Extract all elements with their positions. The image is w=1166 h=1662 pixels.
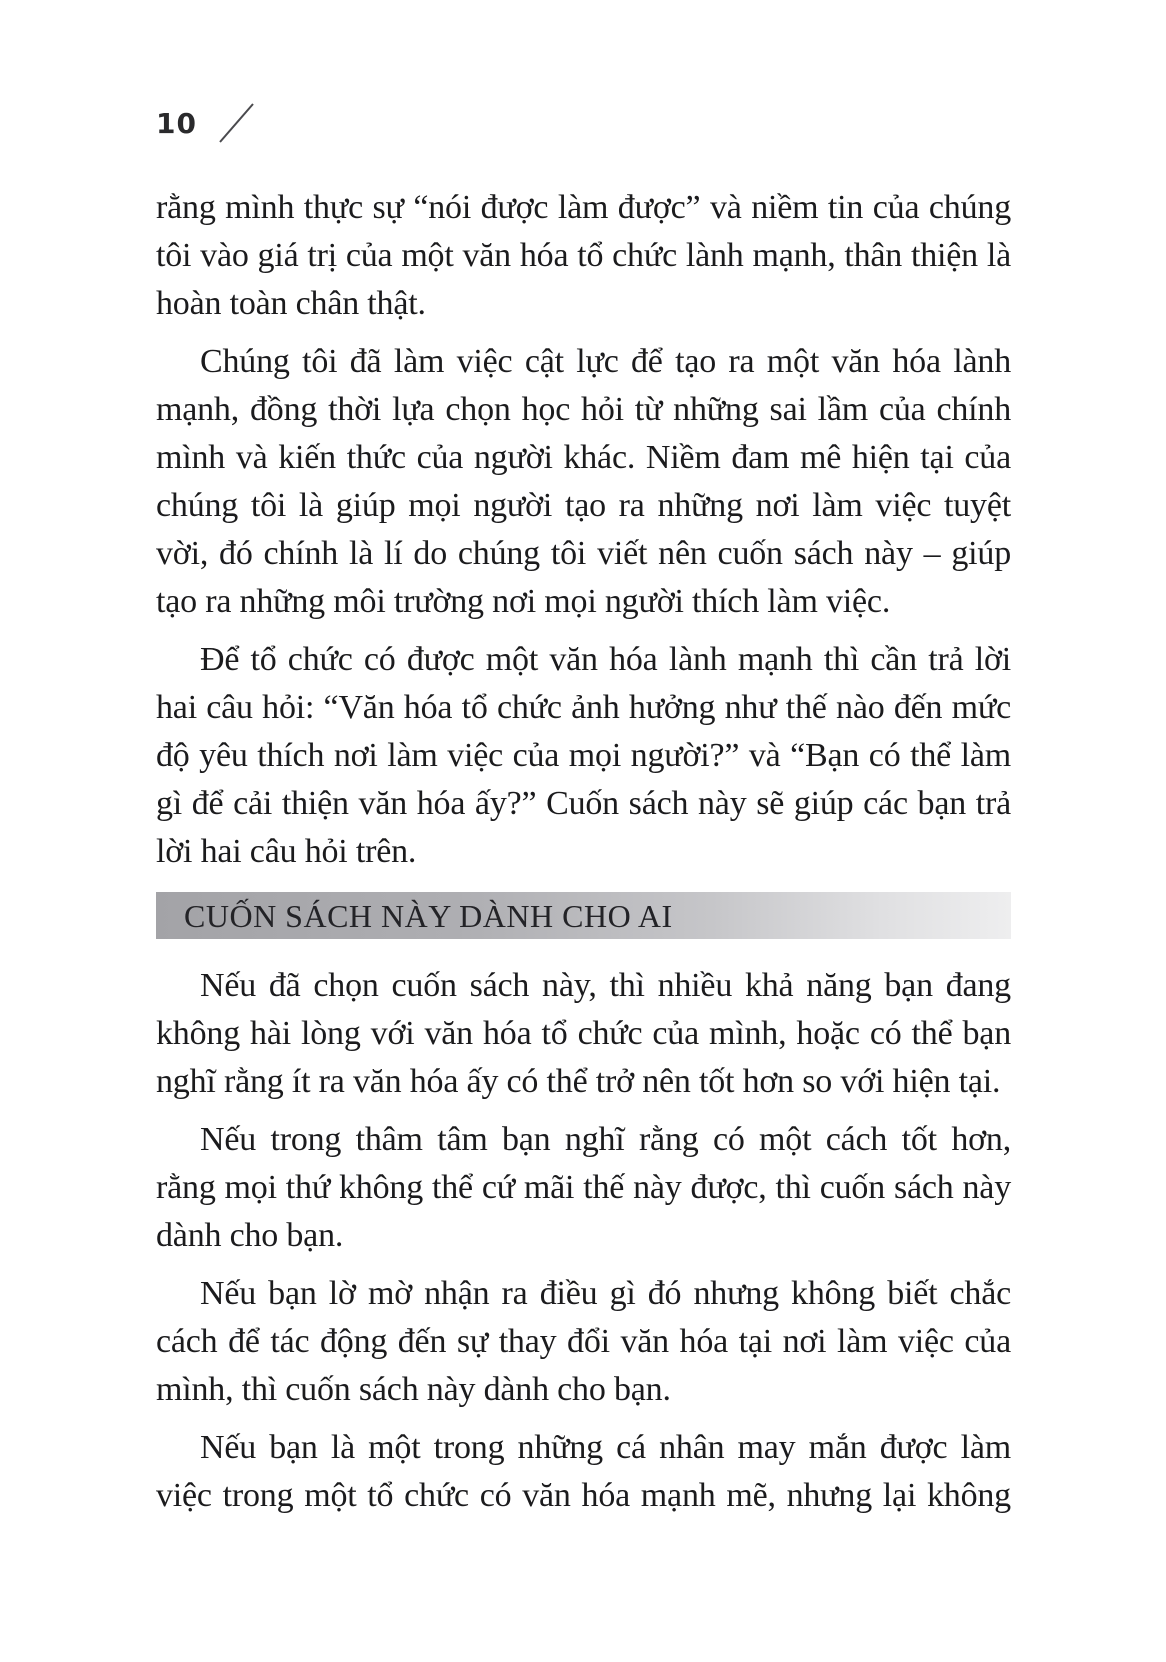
paragraph: rằng mình thực sự “nói được làm được” và niềm tin của chúng tôi vào giá trị của một văn hóa tổ chức lành mạnh, thân thiện là hoàn toàn chân thật.: [156, 189, 1011, 322]
page-number-slash-icon: [215, 100, 259, 146]
section-heading-bar: [156, 892, 1011, 939]
paragraph: Chúng tôi đã làm việc cật lực để tạo ra một văn hóa lành mạnh, đồng thời lựa chọn học hỏi từ những sai lầm của chính mình và kiến thức của người khác. Niềm đam mê hiện tại của chúng tôi là giúp mọi người tạo ra những nơi làm việc tuyệt vời, đó chính là lí do chúng tôi viết nên cuốn sách này – giúp tạo ra những môi trường nơi mọi người thích làm việc.: [156, 343, 1011, 620]
paragraph: Nếu bạn là một trong những cá nhân may mắn được làm việc trong một tổ chức có văn hóa mạnh mẽ, nhưng lại không: [156, 1429, 1011, 1514]
section-heading: CUỐN SÁCH NÀY DÀNH CHO AI: [184, 897, 673, 934]
paragraph: Nếu đã chọn cuốn sách này, thì nhiều khả năng bạn đang không hài lòng với văn hóa tổ chức của mình, hoặc có thể bạn nghĩ rằng ít ra văn hóa ấy có thể trở nên tốt hơn so với hiện tại.: [156, 967, 1011, 1100]
page-number: 10: [156, 107, 197, 140]
paragraph: Để tổ chức có được một văn hóa lành mạnh thì cần trả lời hai câu hỏi: “Văn hóa tổ chức ảnh hưởng như thế nào đến mức độ yêu thích nơi làm việc của mọi người?” và “Bạn có thể làm gì để cải thiện văn hóa ấy?” Cuốn sách này sẽ giúp các bạn trả lời hai câu hỏi trên.: [156, 641, 1011, 870]
page-header: [156, 104, 259, 146]
paragraph: Nếu bạn lờ mờ nhận ra điều gì đó nhưng không biết chắc cách để tác động đến sự thay đổi văn hóa tại nơi làm việc của mình, thì cuốn sách này dành cho bạn.: [156, 1275, 1011, 1408]
body-text-column: [156, 184, 1011, 1520]
paragraph: Nếu trong thâm tâm bạn nghĩ rằng có một cách tốt hơn, rằng mọi thứ không thể cứ mãi thế này được, thì cuốn sách này dành cho bạn.: [156, 1121, 1011, 1254]
